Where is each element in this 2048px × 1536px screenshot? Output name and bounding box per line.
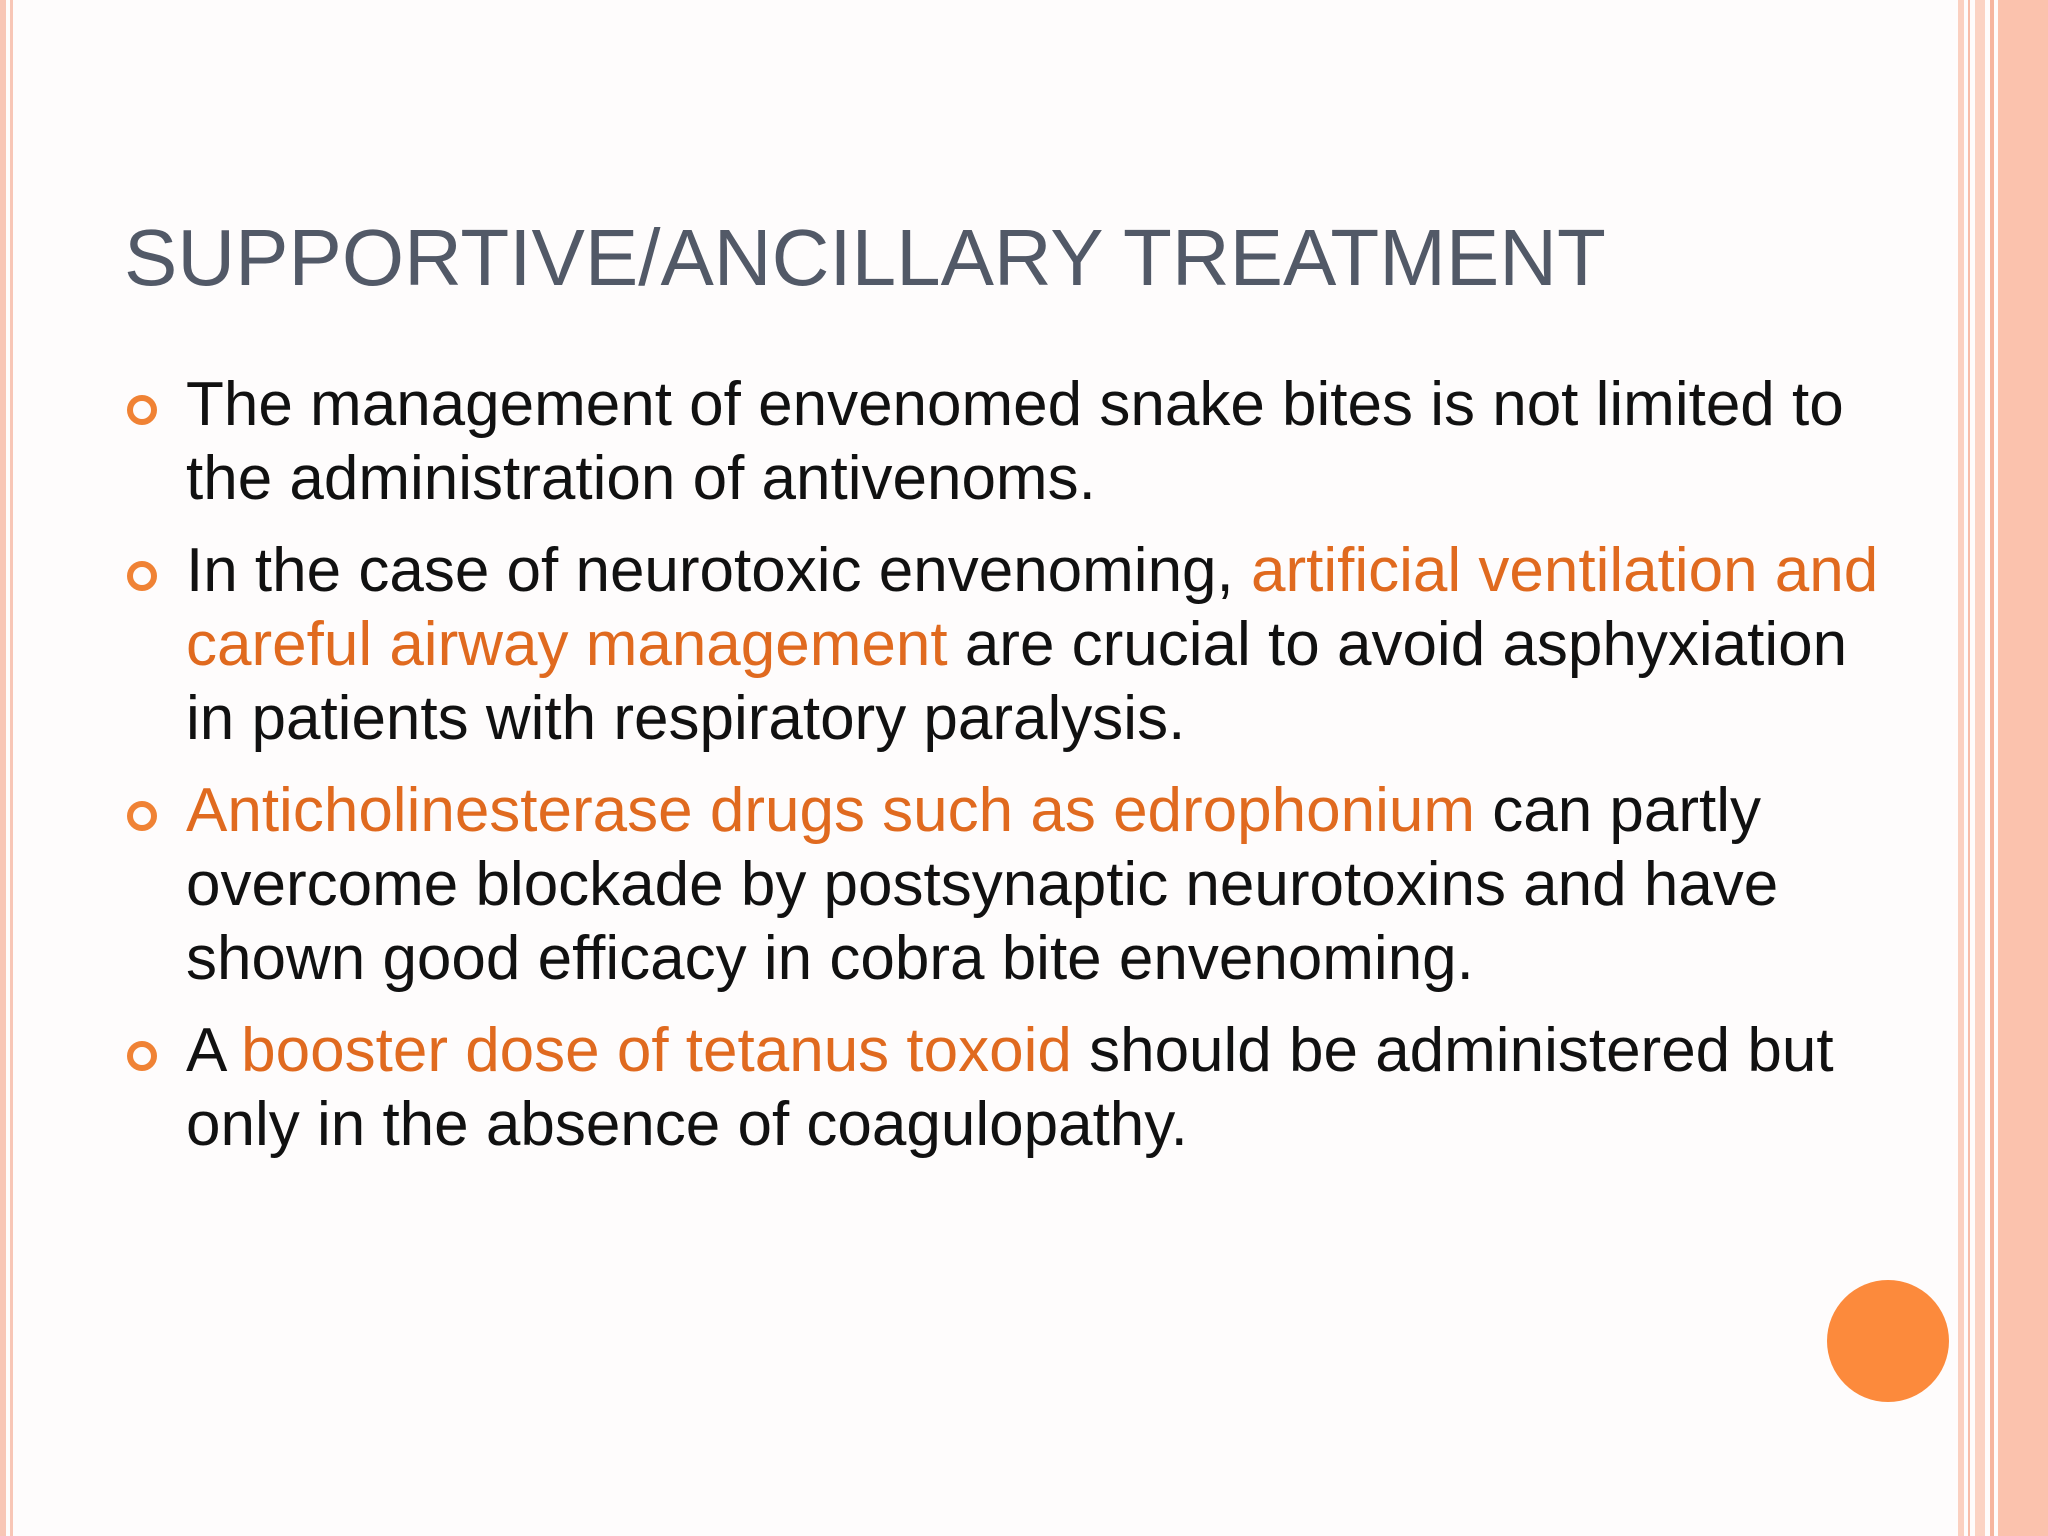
- right-border-stripe: [1968, 0, 1970, 1536]
- right-border-stripe: [1975, 0, 1985, 1536]
- bullet-text: are crucial to avoid asphyxiation in patients with respiratory paralysis.: [186, 610, 1848, 753]
- highlighted-text: artificial ventilation and careful airway management: [186, 536, 1879, 679]
- right-border-band: [1998, 0, 2048, 1536]
- bullet-item: [0, 774, 1900, 996]
- accent-circle-icon: [1827, 1280, 1949, 1402]
- bullet-list: [0, 368, 1900, 1180]
- hollow-circle-bullet-icon: [127, 395, 157, 425]
- bullet-text: can partly overcome blockade by postsynaptic neurotoxins and have shown good efficacy in cobra bite envenoming.: [186, 776, 1779, 993]
- bullet-item: [0, 368, 1900, 516]
- hollow-circle-bullet-icon: [127, 801, 157, 831]
- bullet-item: [0, 1014, 1900, 1162]
- right-border-stripe: [1990, 0, 1994, 1536]
- bullet-item: [0, 534, 1900, 756]
- hollow-circle-bullet-icon: [127, 1041, 157, 1071]
- hollow-circle-bullet-icon: [127, 561, 157, 591]
- bullet-text: should be administered but only in the absence of coagulopathy.: [186, 1016, 1834, 1159]
- bullet-text: A: [186, 1016, 242, 1085]
- highlighted-text: booster dose of tetanus toxoid: [241, 1016, 1072, 1085]
- highlighted-text: Anticholinesterase drugs such as edrophonium: [186, 776, 1475, 845]
- slide-title: SUPPORTIVE/ANCILLARY TREATMENT: [124, 213, 1606, 302]
- bullet-text: The management of envenomed snake bites is not limited to the administration of antivenoms.: [186, 370, 1844, 513]
- right-border-stripe: [1958, 0, 1964, 1536]
- bullet-text: In the case of neurotoxic envenoming,: [186, 536, 1251, 605]
